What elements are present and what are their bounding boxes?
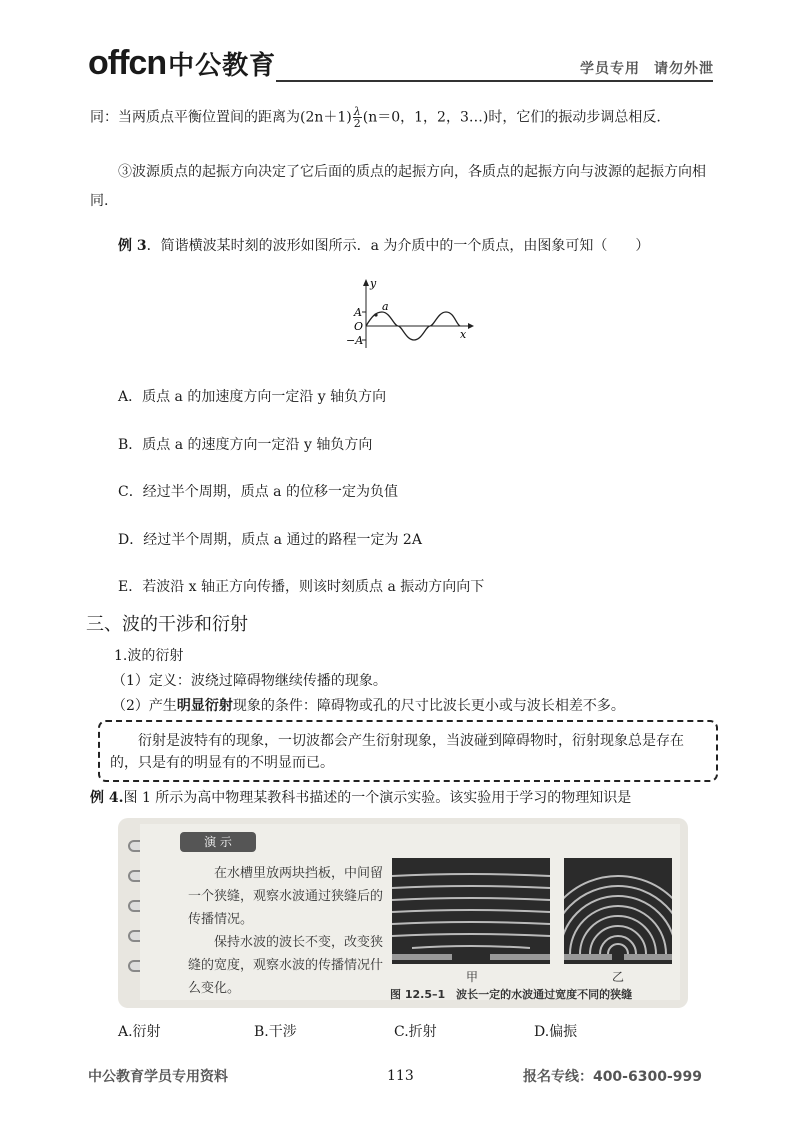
header-tags [566, 58, 714, 78]
y-label: y [370, 277, 377, 290]
photo-wide-slit [392, 858, 550, 964]
wide-slit-waves [392, 858, 550, 964]
footer-hotline: 报名专线：400-6300-999 [522, 1069, 702, 1085]
textbook-figure [118, 818, 688, 1008]
section-title: 三、波的干涉和衍射 [86, 614, 248, 635]
subheading-diffraction: 1.波的衍射 [114, 648, 184, 664]
example4-label: 例 4. [90, 790, 124, 806]
option-3a: A．质点 a 的加速度方向一定沿 y 轴负方向 [118, 389, 387, 405]
condition-a: （2）产生 [112, 698, 177, 714]
frac-numerator: λ [353, 105, 361, 118]
definition: （1）定义：波绕过障碍物继续传播的现象。 [112, 673, 387, 689]
label-O: O [354, 320, 364, 333]
figure-page [140, 824, 680, 1000]
condition-b: 现象的条件：障碍物或孔的尺寸比波长更小或与波长相差不多。 [232, 698, 625, 714]
label-A: A [354, 306, 362, 319]
para1-text-a: 同：当两质点平衡位置间的距离为(2n＋1) [90, 109, 352, 126]
y-axis-arrow [363, 279, 369, 286]
label-negA: −A [346, 334, 364, 347]
note-box [98, 720, 718, 782]
demo-text [188, 862, 388, 1000]
figure-caption: 图 12.5–1 波长一定的水波通过宽度不同的狭缝 [390, 988, 633, 1001]
option-3b: B．质点 a 的速度方向一定沿 y 轴负方向 [118, 437, 373, 453]
narrow-slit-waves [564, 858, 672, 964]
header-tag-students: 学员专用 [580, 61, 640, 77]
option-3e: E．若波沿 x 轴正方向传播，则该时刻质点 a 振动方向向下 [118, 579, 485, 595]
example3-text: ．简谐横波某时刻的波形如图所示．a 为介质中的一个质点，由图象可知（ ） [146, 238, 650, 254]
option-3d: D．经过半个周期，质点 a 通过的路程一定为 2A [118, 532, 422, 548]
caption-jia: 甲 [466, 970, 479, 984]
demo-text-p2: 保持水波的波长不变，改变狭缝的宽度，观察水波的传播情况什么变化。 [188, 935, 384, 996]
caption-yi: 乙 [612, 970, 625, 984]
particle-a [374, 313, 377, 316]
x-axis-arrow [468, 323, 474, 329]
lambda-over-2 [353, 106, 362, 129]
label-a: a [382, 300, 389, 313]
example4-stem [90, 788, 631, 808]
paragraph-start-direction-l1: ③波源质点的起振方向决定了它后面的质点的起振方向，各质点的起振方向与波源的起振方向相 [118, 164, 706, 180]
paragraph-phase-opposite [90, 106, 661, 129]
option-3c: C．经过半个周期，质点 a 的位移一定为负值 [118, 484, 398, 500]
photo-narrow-slit [564, 858, 672, 964]
logo-en: offcn [88, 44, 167, 82]
page-number: 113 [387, 1068, 414, 1084]
option-4b: B.干涉 [254, 1024, 297, 1040]
option-4a: A.衍射 [118, 1024, 161, 1040]
example3-label: 例 3 [118, 238, 147, 254]
paragraph-start-direction-l2: 同. [90, 193, 109, 209]
footer-left: 中公教育学员专用资料 [88, 1069, 228, 1085]
logo-cn: 中公教育 [168, 50, 277, 80]
example4-text: 图 1 所示为高中物理某教科书描述的一个演示实验。该实验用于学习的物理知识是 [123, 790, 632, 806]
brand-logo [88, 44, 276, 83]
condition [112, 696, 625, 716]
note-text: 衍射是波特有的现象，一切波都会产生衍射现象，当波碰到障碍物时，衍射现象总是存在的，只是有的明显有的不明显而已。 [110, 733, 684, 771]
header-tag-confidential: 请勿外泄 [654, 61, 714, 77]
frac-denominator: 2 [353, 117, 361, 130]
example3-stem [118, 236, 649, 256]
condition-bold: 明显衍射 [176, 698, 233, 714]
option-4c: C.折射 [394, 1024, 437, 1040]
waveform-graph [336, 276, 476, 356]
demo-text-p1: 在水槽里放两块挡板，中间留一个狭缝，观察水波通过狭缝后的传播情况。 [188, 866, 384, 927]
x-label: x [460, 328, 467, 341]
option-4d: D.偏振 [534, 1024, 578, 1040]
para1-text-b: (n＝0，1，2，3…)时，它们的振动步调总相反. [362, 109, 661, 126]
header-rule [276, 80, 713, 82]
demo-tag: 演 示 [180, 832, 256, 852]
